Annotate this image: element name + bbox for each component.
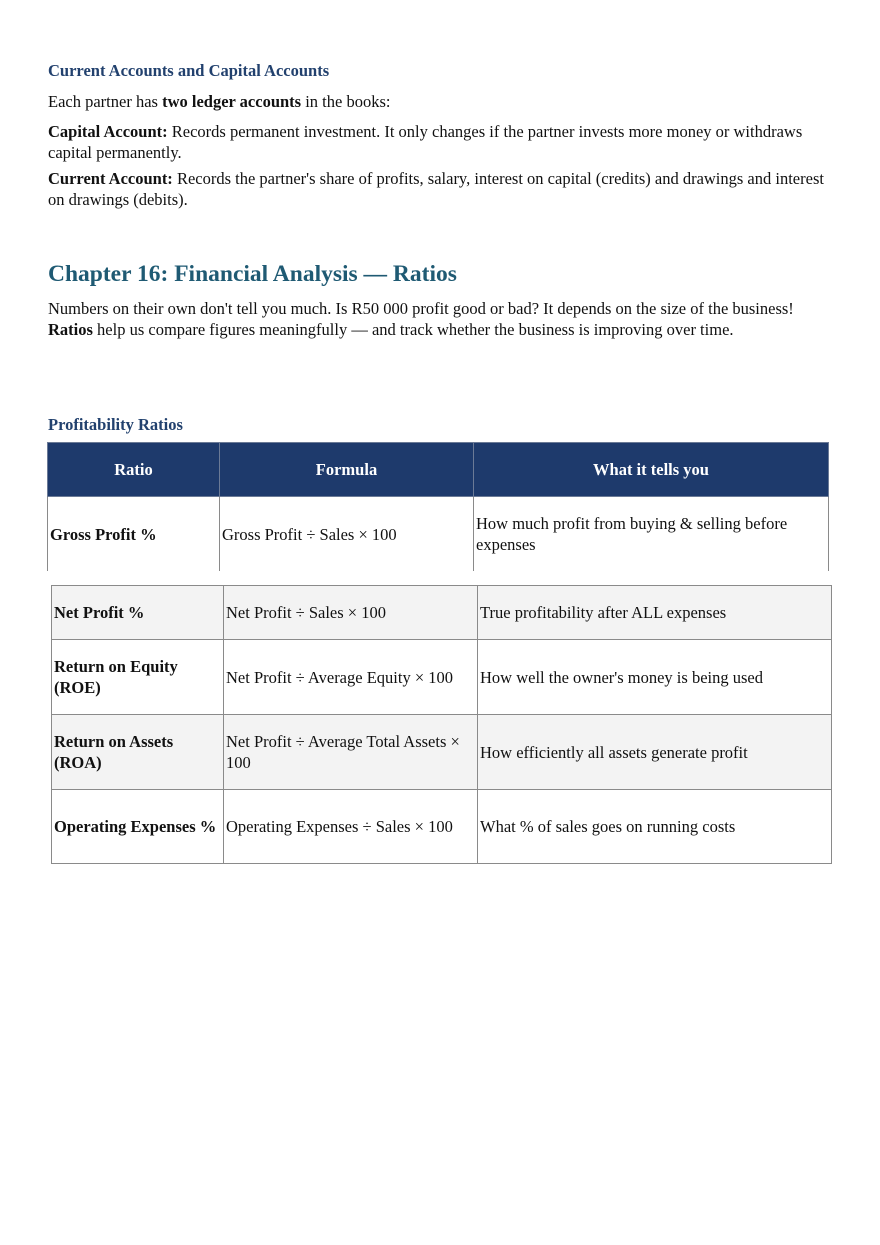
formula-cell: Net Profit ÷ Average Total Assets × 100 [224, 715, 478, 790]
formula-cell: Gross Profit ÷ Sales × 100 [220, 497, 474, 572]
ratio-name-cell: Return on Equity (ROE) [52, 640, 224, 715]
ratio-name-cell: Gross Profit % [48, 497, 220, 572]
section-heading-accounts: Current Accounts and Capital Accounts [48, 61, 330, 80]
column-header-ratio: Ratio [48, 443, 220, 497]
capital-account-label: Capital Account: [48, 122, 168, 141]
profitability-table-part-1 [47, 442, 829, 571]
formula-cell: Net Profit ÷ Sales × 100 [224, 586, 478, 640]
chapter-intro [48, 298, 833, 340]
chapter-intro-tail: help us compare figures meaningfully — and track whether the business is improving over time. [92, 320, 734, 339]
meaning-cell: How much profit from buying & selling before expenses [474, 497, 829, 572]
profitability-table-part-2 [51, 585, 832, 864]
ratio-name-cell: Net Profit % [52, 586, 224, 640]
capital-account-text: Records permanent investment. It only changes if the partner invests more money or withdraws capital permanently. [48, 122, 803, 162]
chapter-intro-bold: Ratios [48, 320, 93, 339]
section-heading-profitability: Profitability Ratios [48, 415, 183, 434]
table-row [52, 640, 832, 715]
accounts-intro-text: Each partner has [48, 92, 163, 111]
column-header-meaning: What it tells you [474, 443, 829, 497]
meaning-cell: True profitability after ALL expenses [478, 586, 832, 640]
table-row [48, 497, 829, 572]
table-row [52, 790, 832, 864]
ratio-name-cell: Return on Assets (ROA) [52, 715, 224, 790]
meaning-cell: How efficiently all assets generate profit [478, 715, 832, 790]
ratio-name-cell: Operating Expenses % [52, 790, 224, 864]
chapter-title: Chapter 16: Financial Analysis — Ratios [48, 261, 457, 287]
accounts-intro-bold: two ledger accounts [162, 92, 302, 111]
meaning-cell: What % of sales goes on running costs [478, 790, 832, 864]
current-account-label: Current Account: [48, 169, 173, 188]
current-account-text: Records the partner's share of profits, salary, interest on capital (credits) and drawings and interest on drawings (debits). [48, 169, 824, 209]
formula-cell: Net Profit ÷ Average Equity × 100 [224, 640, 478, 715]
capital-account-description [48, 121, 818, 163]
accounts-intro [48, 91, 838, 112]
meaning-cell: How well the owner's money is being used [478, 640, 832, 715]
chapter-intro-text: Numbers on their own don't tell you much. Is R50 000 profit good or bad? It depends on the size of the business! [48, 299, 794, 318]
accounts-intro-tail: in the books: [301, 92, 391, 111]
table-header-row [48, 443, 829, 497]
table-row [52, 586, 832, 640]
formula-cell: Operating Expenses ÷ Sales × 100 [224, 790, 478, 864]
column-header-formula: Formula [220, 443, 474, 497]
current-account-description [48, 168, 828, 210]
table-row [52, 715, 832, 790]
